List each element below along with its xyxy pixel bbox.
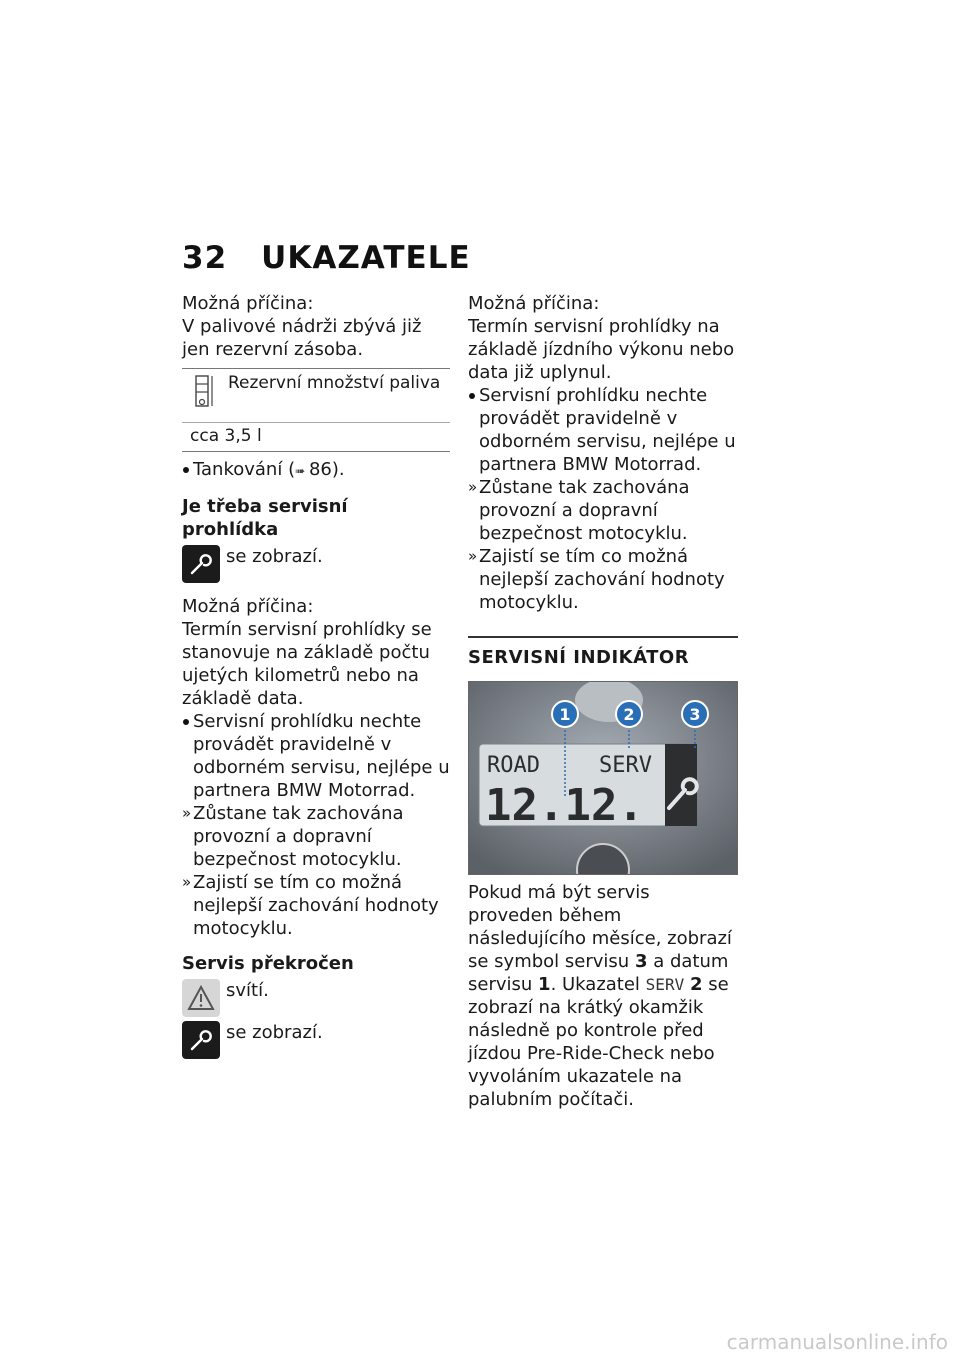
left-column bbox=[182, 292, 450, 1059]
fuel-gauge-icon bbox=[190, 372, 224, 412]
wrench-icon bbox=[182, 545, 220, 583]
overdue-wrench-row bbox=[182, 1021, 450, 1059]
overdue-shown-text: se zobrazí. bbox=[226, 1022, 323, 1043]
result-item: » Zajistí se tím co možná nejlepší zachování hodnoty motocyklu. bbox=[182, 871, 450, 940]
cause-label: Možná příčina: bbox=[182, 596, 314, 617]
refuel-bullet: Tankování (➠ 86). bbox=[182, 458, 450, 483]
result-item: » Zůstane tak zachována provozní a dopravní bezpečnost motocyklu. bbox=[468, 476, 738, 545]
service-due-shown: se zobrazí. bbox=[226, 546, 323, 567]
cause-text: Termín servisní prohlídky na základě jízdního výkonu nebo data již uplynul. bbox=[468, 316, 735, 383]
indicator-description: Pokud má být servis proveden během následujícího měsíce, zobrazí se symbol servisu 3 a datum servisu 1. Ukazatel SERV 2 se zobrazí na krátký okamžik následně po kontrole před jízdou Pre-Ride-Check nebo vyvoláním ukazatele na palubním počítači. bbox=[468, 882, 732, 1110]
result-item: » Zajistí se tím co možná nejlepší zachování hodnoty motocyklu. bbox=[468, 545, 738, 614]
wrench-icon bbox=[182, 1021, 220, 1059]
page-number: 32 bbox=[182, 240, 228, 276]
service-indicator-figure bbox=[468, 681, 738, 875]
watermark: carmanualsonline.info bbox=[726, 1330, 948, 1354]
reserve-label: Rezervní množství paliva bbox=[228, 373, 441, 393]
service-due-heading: Je třeba servisní prohlídka bbox=[182, 496, 348, 540]
service-bullet: Servisní prohlídku nechte provádět pravidelně v odborném servisu, nejlépe u partnera BMW Motorrad. bbox=[468, 384, 738, 476]
service-bullet: Servisní prohlídku nechte provádět pravidelně v odborném servisu, nejlépe u partnera BMW Motorrad. bbox=[182, 710, 450, 802]
cause-text: Termín servisní prohlídky se stanovuje na základě počtu ujetých kilometrů nebo na základě data. bbox=[182, 619, 432, 709]
right-column bbox=[468, 292, 738, 1111]
lcd-serv-text: SERV bbox=[599, 753, 652, 778]
warning-triangle-icon bbox=[182, 979, 220, 1017]
lcd-road-text: ROAD bbox=[487, 753, 540, 778]
overdue-warn-text: svítí. bbox=[226, 980, 269, 1001]
page-header bbox=[182, 240, 471, 276]
callout-3: 3 bbox=[689, 705, 701, 724]
overdue-heading: Servis překročen bbox=[182, 953, 354, 974]
section-title: SERVISNÍ INDIKÁTOR bbox=[468, 647, 690, 668]
cause-label: Možná příčina: bbox=[182, 293, 314, 314]
instrument-cluster-illustration bbox=[469, 682, 737, 874]
reserve-value: cca 3,5 l bbox=[190, 426, 262, 446]
lcd-date-text: 12.12. bbox=[485, 780, 644, 831]
page-title: UKAZATELE bbox=[261, 240, 471, 276]
arrow-ref-icon: ➠ bbox=[295, 464, 309, 478]
reserve-info-box bbox=[182, 368, 450, 452]
callout-1: 1 bbox=[559, 705, 571, 724]
callout-2: 2 bbox=[623, 705, 635, 724]
cause-label: Možná příčina: bbox=[468, 293, 600, 314]
service-due-row bbox=[182, 545, 450, 583]
cause-text: V palivové nádrži zbývá již jen rezervní zásoba. bbox=[182, 316, 422, 360]
overdue-warning-row bbox=[182, 979, 450, 1017]
section-divider bbox=[468, 636, 738, 638]
result-item: » Zůstane tak zachována provozní a dopravní bezpečnost motocyklu. bbox=[182, 802, 450, 871]
